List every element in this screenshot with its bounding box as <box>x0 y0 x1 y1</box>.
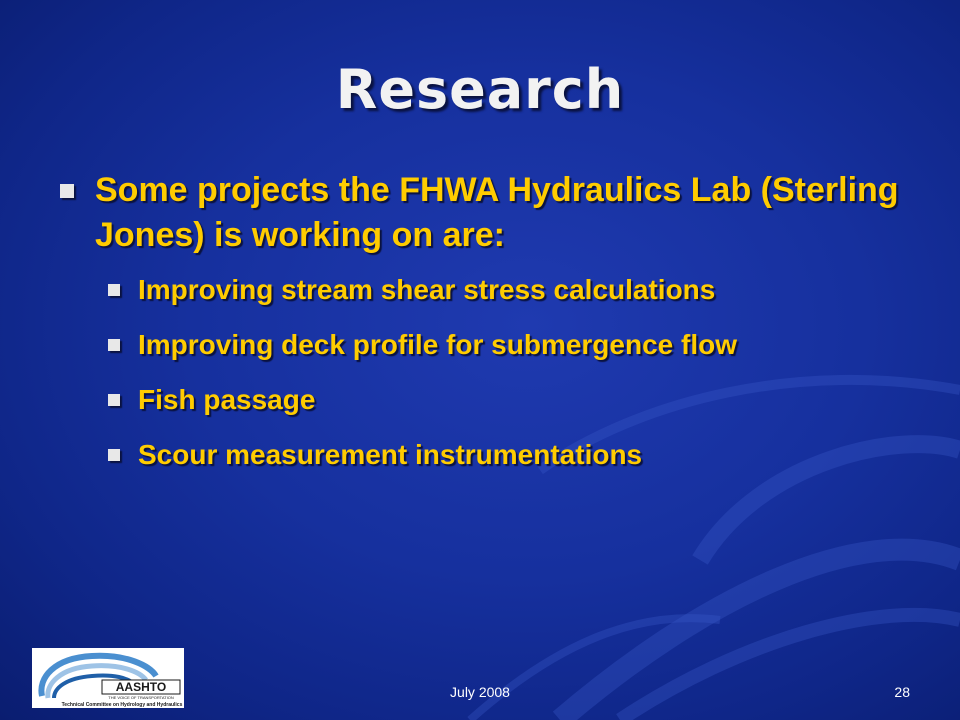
sub-bullet <box>108 437 920 473</box>
svg-text:THE VOICE OF TRANSPORTATION: THE VOICE OF TRANSPORTATION <box>108 695 174 700</box>
svg-text:AASHTO: AASHTO <box>115 680 167 694</box>
sub-bullet <box>108 382 920 418</box>
bullet-list <box>60 168 920 492</box>
sub-bullet-text: Scour measurement instrumentations <box>138 439 643 470</box>
aashto-logo-graphic <box>32 648 184 708</box>
sub-bullet <box>108 272 920 308</box>
square-bullet-icon <box>108 394 120 406</box>
square-bullet-icon <box>60 184 74 198</box>
bullet-main <box>60 168 920 258</box>
sub-bullet-text: Fish passage <box>138 384 316 415</box>
svg-text:Technical Committee on Hydrolo: Technical Committee on Hydrology and Hydraulics <box>61 702 183 708</box>
sub-bullet-text: Improving stream shear stress calculations <box>138 274 716 305</box>
bullet-main-text: Some projects the FHWA Hydraulics Lab (Sterling Jones) is working on are: <box>95 171 899 254</box>
sub-bullet <box>108 327 920 363</box>
square-bullet-icon <box>108 284 120 296</box>
slide-title: Research <box>335 58 625 121</box>
square-bullet-icon <box>108 339 120 351</box>
aashto-logo <box>32 648 184 708</box>
sub-bullet-text: Improving deck profile for submergence flow <box>138 329 737 360</box>
footer-date: July 2008 <box>450 684 510 700</box>
square-bullet-icon <box>108 449 120 461</box>
slide-page-number: 28 <box>894 684 910 700</box>
